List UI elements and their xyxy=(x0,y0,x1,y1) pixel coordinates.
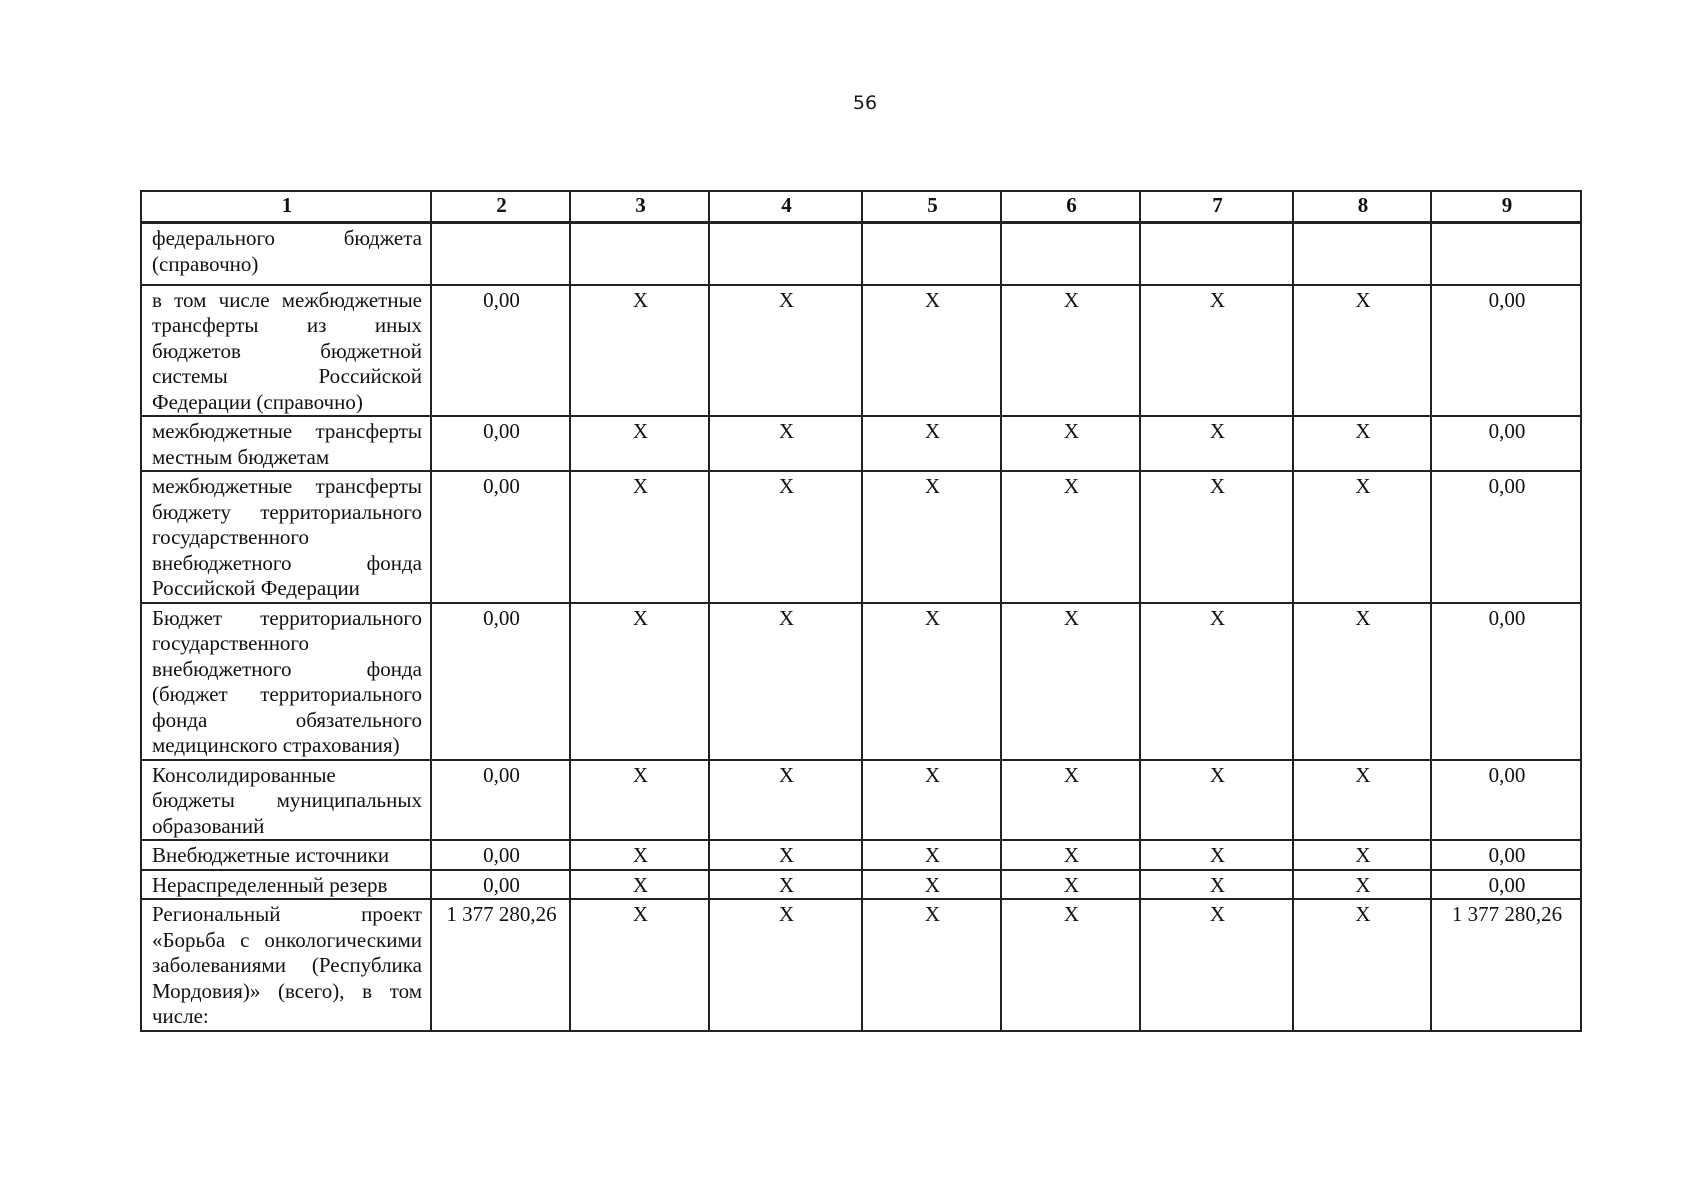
table-cell: Х xyxy=(862,899,1001,1031)
table-cell: Х xyxy=(1293,471,1431,603)
table-cell: Х xyxy=(1140,870,1293,900)
table-cell: Х xyxy=(862,603,1001,760)
table-cell xyxy=(1293,223,1431,285)
table-cell: 0,00 xyxy=(1431,416,1581,471)
table-cell: 0,00 xyxy=(1431,471,1581,603)
table-cell xyxy=(1431,223,1581,285)
table-cell xyxy=(431,223,570,285)
table-cell: Х xyxy=(1001,285,1140,417)
row-label: федерального бюджета (справочно) xyxy=(141,223,431,285)
row-label: в том числе межбюджетные трансферты из иных бюджетов бюджетной системы Российской Федерации (справочно) xyxy=(141,285,431,417)
table-cell: Х xyxy=(1001,471,1140,603)
table-cell: Х xyxy=(570,471,709,603)
table-cell: 0,00 xyxy=(431,760,570,841)
row-label: Консолидированные бюджеты муниципальных образований xyxy=(141,760,431,841)
table-cell: Х xyxy=(1140,603,1293,760)
table-row xyxy=(141,285,1581,417)
table-row xyxy=(141,840,1581,870)
table-row xyxy=(141,870,1581,900)
table-cell: Х xyxy=(1293,285,1431,417)
column-header-8: 8 xyxy=(1293,191,1431,223)
table-cell: Х xyxy=(709,416,862,471)
column-header-6: 6 xyxy=(1001,191,1140,223)
table-cell: Х xyxy=(862,870,1001,900)
table-cell xyxy=(570,223,709,285)
column-header-7: 7 xyxy=(1140,191,1293,223)
table-row xyxy=(141,899,1581,1031)
row-label: Бюджет территориального государственного внебюджетного фонда (бюджет территориального фонда обязательного медицинского страхования) xyxy=(141,603,431,760)
header-row xyxy=(141,191,1581,223)
table-row xyxy=(141,223,1581,285)
table-cell: Х xyxy=(709,285,862,417)
table-row xyxy=(141,471,1581,603)
table-cell: Х xyxy=(1293,760,1431,841)
table-cell: 0,00 xyxy=(431,416,570,471)
table-cell: 0,00 xyxy=(1431,603,1581,760)
table-cell: Х xyxy=(1140,899,1293,1031)
table-cell: Х xyxy=(709,760,862,841)
table-cell: Х xyxy=(1001,870,1140,900)
table-cell: 0,00 xyxy=(431,285,570,417)
table-row xyxy=(141,416,1581,471)
table-row xyxy=(141,603,1581,760)
row-label: Нераспределенный резерв xyxy=(141,870,431,900)
column-header-9: 9 xyxy=(1431,191,1581,223)
table-cell: Х xyxy=(1001,416,1140,471)
table-cell: 0,00 xyxy=(431,471,570,603)
page-number: 56 xyxy=(852,92,878,114)
table-cell: Х xyxy=(570,603,709,760)
table-cell: 0,00 xyxy=(1431,285,1581,417)
table-cell: Х xyxy=(1140,416,1293,471)
table-cell: Х xyxy=(570,840,709,870)
table-cell: Х xyxy=(1293,416,1431,471)
table-cell: 1 377 280,26 xyxy=(431,899,570,1031)
table-cell: 0,00 xyxy=(431,603,570,760)
table-cell: Х xyxy=(862,760,1001,841)
row-label: межбюджетные трансферты местным бюджетам xyxy=(141,416,431,471)
table-cell: Х xyxy=(1001,840,1140,870)
row-label: Внебюджетные источники xyxy=(141,840,431,870)
table-cell: Х xyxy=(862,416,1001,471)
table-cell xyxy=(709,223,862,285)
column-header-3: 3 xyxy=(570,191,709,223)
table-cell: 0,00 xyxy=(1431,840,1581,870)
table-cell: Х xyxy=(1293,840,1431,870)
table-cell: Х xyxy=(1001,760,1140,841)
table-cell: Х xyxy=(1001,603,1140,760)
table-row xyxy=(141,760,1581,841)
table-cell: Х xyxy=(709,603,862,760)
table-cell xyxy=(1140,223,1293,285)
table-cell: Х xyxy=(862,285,1001,417)
table-cell: Х xyxy=(1293,899,1431,1031)
table-cell: Х xyxy=(709,899,862,1031)
table-cell: Х xyxy=(709,471,862,603)
table-cell: Х xyxy=(862,471,1001,603)
table-cell: Х xyxy=(570,285,709,417)
table-cell: Х xyxy=(709,840,862,870)
table-cell xyxy=(1001,223,1140,285)
table-cell xyxy=(862,223,1001,285)
column-header-4: 4 xyxy=(709,191,862,223)
table-cell: 1 377 280,26 xyxy=(1431,899,1581,1031)
column-header-2: 2 xyxy=(431,191,570,223)
table-cell: Х xyxy=(570,870,709,900)
column-header-1: 1 xyxy=(141,191,431,223)
table-cell: Х xyxy=(1001,899,1140,1031)
table-cell: 0,00 xyxy=(1431,760,1581,841)
row-label: межбюджетные трансферты бюджету территориального государственного внебюджетного фонда Российской Федерации xyxy=(141,471,431,603)
table-cell: 0,00 xyxy=(431,840,570,870)
table-cell: Х xyxy=(570,899,709,1031)
table-cell: 0,00 xyxy=(1431,870,1581,900)
table-cell: Х xyxy=(1140,840,1293,870)
table-cell: Х xyxy=(1140,285,1293,417)
row-label: Региональный проект «Борьба с онкологическими заболеваниями (Республика Мордовия)» (всего), в том числе: xyxy=(141,899,431,1031)
table-cell: Х xyxy=(570,760,709,841)
table-cell: Х xyxy=(1140,471,1293,603)
table-cell: Х xyxy=(862,840,1001,870)
table-cell: Х xyxy=(1293,870,1431,900)
table-cell: Х xyxy=(570,416,709,471)
budget-table xyxy=(140,190,1582,1032)
column-header-5: 5 xyxy=(862,191,1001,223)
table-cell: Х xyxy=(1140,760,1293,841)
table-cell: Х xyxy=(709,870,862,900)
table-cell: 0,00 xyxy=(431,870,570,900)
table-cell: Х xyxy=(1293,603,1431,760)
